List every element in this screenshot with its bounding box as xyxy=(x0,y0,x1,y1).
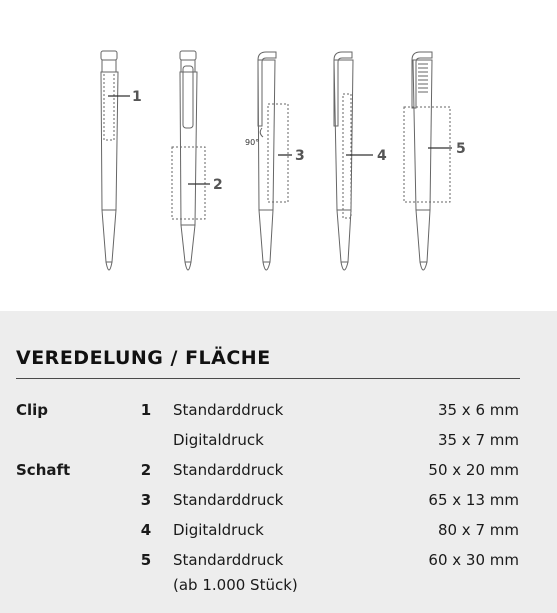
callout-3: 3 xyxy=(295,148,305,164)
position-number: 4 xyxy=(140,521,152,539)
group-label: Clip xyxy=(16,401,49,419)
print-area-2 xyxy=(172,147,205,219)
table-row xyxy=(0,515,557,545)
print-size: 60 x 30 mm xyxy=(428,551,519,569)
position-number: 5 xyxy=(140,551,152,569)
print-area-5 xyxy=(404,107,450,202)
position-number: 3 xyxy=(140,491,152,509)
print-method: Digitaldruck xyxy=(173,521,264,539)
print-method: Standarddruck xyxy=(173,551,284,569)
pen-2-drawing xyxy=(172,51,205,270)
print-size: 65 x 13 mm xyxy=(428,491,519,509)
pen-1-drawing xyxy=(101,51,118,270)
table-row xyxy=(0,395,557,425)
rotation-angle-label: 90° xyxy=(245,138,260,147)
group-label: Schaft xyxy=(16,461,71,479)
table-row xyxy=(0,425,557,455)
pen-3-drawing xyxy=(258,52,288,270)
callout-1: 1 xyxy=(132,89,142,105)
print-size: 80 x 7 mm xyxy=(437,521,519,539)
callout-5: 5 xyxy=(456,141,466,157)
position-number: 1 xyxy=(140,401,152,419)
print-area-1 xyxy=(104,72,114,140)
print-method: Standarddruck xyxy=(173,401,284,419)
table-row xyxy=(0,545,557,575)
print-area-3 xyxy=(268,104,288,202)
pen-5-drawing xyxy=(404,52,450,270)
quantity-note: (ab 1.000 Stück) xyxy=(173,576,298,594)
callout-2: 2 xyxy=(213,177,223,193)
pen-4-drawing xyxy=(334,52,353,270)
print-method: Standarddruck xyxy=(173,491,284,509)
table-row xyxy=(0,455,557,485)
table-row xyxy=(0,485,557,515)
print-area-4 xyxy=(343,94,351,218)
print-size: 35 x 6 mm xyxy=(437,401,519,419)
finishing-info-panel xyxy=(0,311,557,613)
section-divider xyxy=(16,378,520,379)
print-method: Digitaldruck xyxy=(173,431,264,449)
position-number: 2 xyxy=(140,461,152,479)
section-title: VEREDELUNG / FLÄCHE xyxy=(16,347,271,369)
print-size: 50 x 20 mm xyxy=(428,461,519,479)
print-size: 35 x 7 mm xyxy=(437,431,519,449)
callout-4: 4 xyxy=(377,148,387,164)
print-method: Standarddruck xyxy=(173,461,284,479)
